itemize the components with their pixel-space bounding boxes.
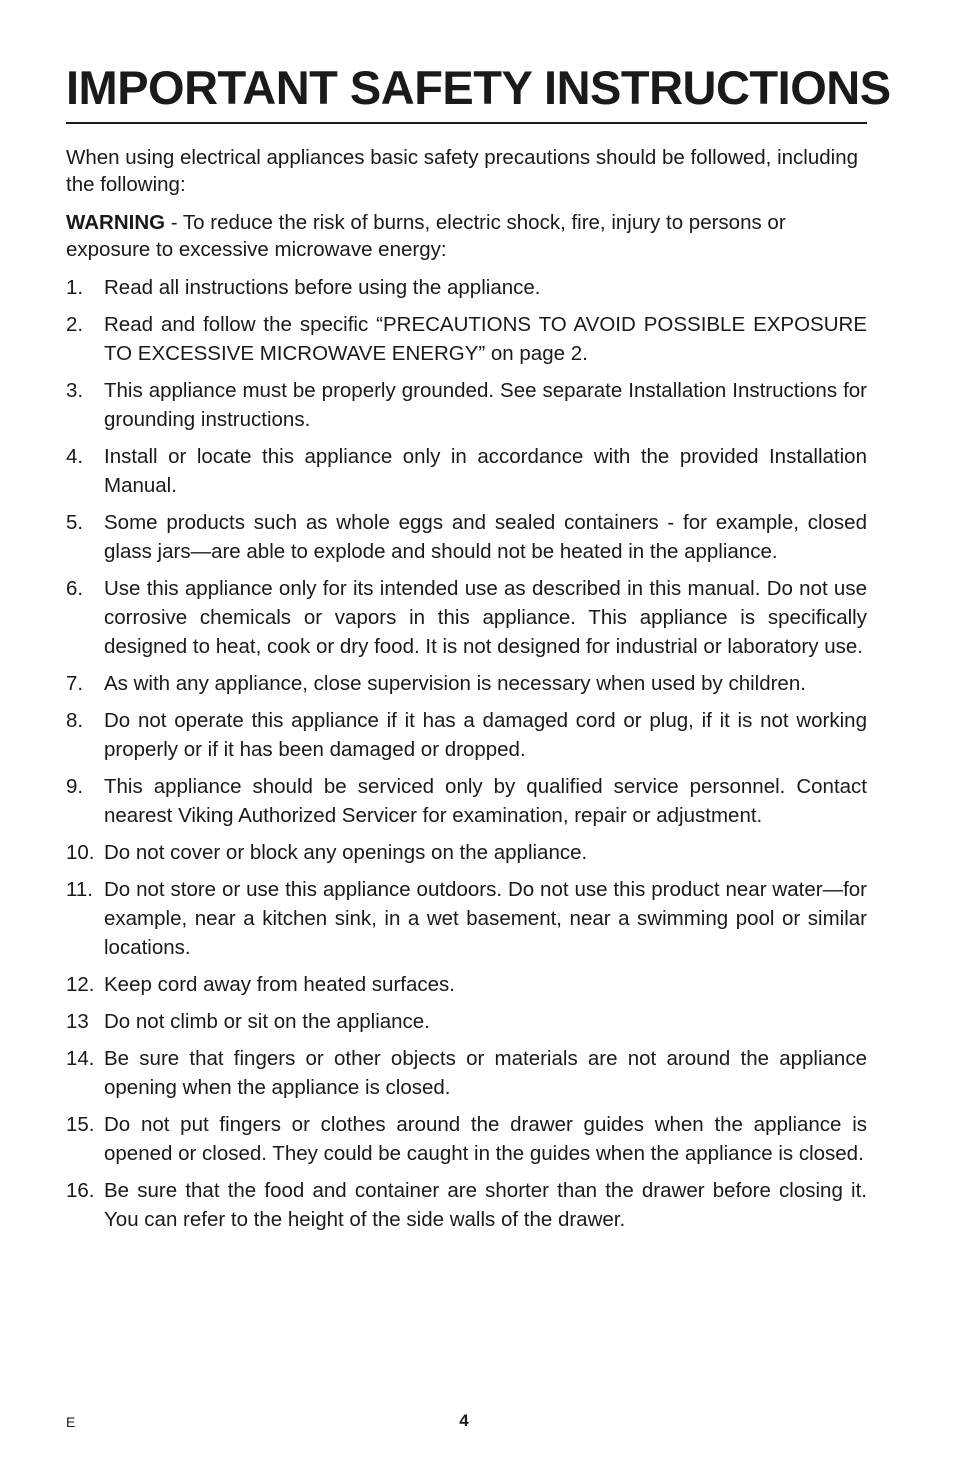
- item-number: 8.: [66, 709, 84, 732]
- item-number: 15.: [66, 1113, 95, 1136]
- item-text: Be sure that fingers or other objects or materials are not around the appliance opening when the appliance is closed.: [104, 1047, 867, 1099]
- item-text: Do not climb or sit on the appliance.: [104, 1010, 430, 1033]
- list-item: [66, 273, 867, 302]
- list-item: [66, 376, 867, 434]
- item-number: 16.: [66, 1179, 95, 1202]
- item-number: 1.: [66, 276, 84, 299]
- item-text: Read and follow the specific “PRECAUTIONS TO AVOID POSSIBLE EXPOSURE TO EXCESSIVE MICROWAVE ENERGY” on page 2.: [104, 313, 867, 365]
- list-item: [66, 574, 867, 661]
- item-number: 10.: [66, 841, 95, 864]
- warning-paragraph: [66, 209, 867, 263]
- footer-language-code: E: [66, 1414, 76, 1430]
- warning-label: WARNING: [66, 211, 166, 234]
- list-item: [66, 1176, 867, 1234]
- list-item: [66, 669, 867, 698]
- item-text: Do not cover or block any openings on the appliance.: [104, 841, 588, 864]
- item-text: This appliance should be serviced only by qualified service personnel. Contact nearest Viking Authorized Servicer for examination, repair or adjustment.: [104, 775, 867, 827]
- item-text: Keep cord away from heated surfaces.: [104, 973, 455, 996]
- item-text: Install or locate this appliance only in accordance with the provided Installation Manual.: [104, 445, 867, 497]
- item-number: 7.: [66, 672, 84, 695]
- item-number: 6.: [66, 577, 84, 600]
- list-item: [66, 706, 867, 764]
- item-number: 11.: [66, 878, 93, 901]
- item-text: Be sure that the food and container are shorter than the drawer before closing it. You can refer to the height of the side walls of the drawer.: [104, 1179, 867, 1231]
- item-text: This appliance must be properly grounded. See separate Installation Instructions for grounding instructions.: [104, 379, 867, 431]
- intro-paragraph: When using electrical appliances basic safety precautions should be followed, including the following:: [66, 146, 858, 196]
- item-number: 5.: [66, 511, 84, 534]
- list-item: [66, 508, 867, 566]
- list-item: [66, 310, 867, 368]
- warning-text: - To reduce the risk of burns, electric shock, fire, injury to persons or exposure to excessive microwave energy:: [66, 211, 786, 261]
- document-page: [66, 60, 891, 1242]
- item-text: Some products such as whole eggs and sealed containers - for example, closed glass jars—are able to explode and should not be heated in the appliance.: [104, 511, 867, 563]
- page-number: 4: [459, 1411, 469, 1430]
- item-text: Read all instructions before using the appliance.: [104, 276, 541, 299]
- list-item: [66, 970, 867, 999]
- list-item: [66, 1110, 867, 1168]
- item-text: Do not store or use this appliance outdoors. Do not use this product near water—for example, near a kitchen sink, in a wet basement, near a swimming pool or similar locations.: [104, 878, 867, 959]
- list-item: [66, 838, 867, 867]
- list-item: [66, 1007, 867, 1036]
- item-text: As with any appliance, close supervision is necessary when used by children.: [104, 672, 806, 695]
- instruction-list: [66, 273, 867, 1234]
- list-item: [66, 772, 867, 830]
- item-number: 9.: [66, 775, 84, 798]
- item-number: 14.: [66, 1047, 95, 1070]
- item-number: 2.: [66, 313, 84, 336]
- item-text: Do not operate this appliance if it has a damaged cord or plug, if it is not working properly or if it has been damaged or dropped.: [104, 709, 867, 761]
- item-text: Do not put fingers or clothes around the drawer guides when the appliance is opened or closed. They could be caught in the guides when the appliance is closed.: [104, 1113, 867, 1165]
- list-item: [66, 875, 867, 962]
- list-item: [66, 442, 867, 500]
- item-number: 12.: [66, 973, 95, 996]
- page-title: IMPORTANT SAFETY INSTRUCTIONS: [66, 60, 867, 124]
- item-number: 3.: [66, 379, 84, 402]
- item-number: 4.: [66, 445, 84, 468]
- list-item: [66, 1044, 867, 1102]
- item-text: Use this appliance only for its intended use as described in this manual. Do not use corrosive chemicals or vapors in this appliance. This appliance is specifically designed to heat, cook or dry food. It is not designed for industrial or laboratory use.: [104, 577, 867, 658]
- item-number: 13: [66, 1010, 89, 1033]
